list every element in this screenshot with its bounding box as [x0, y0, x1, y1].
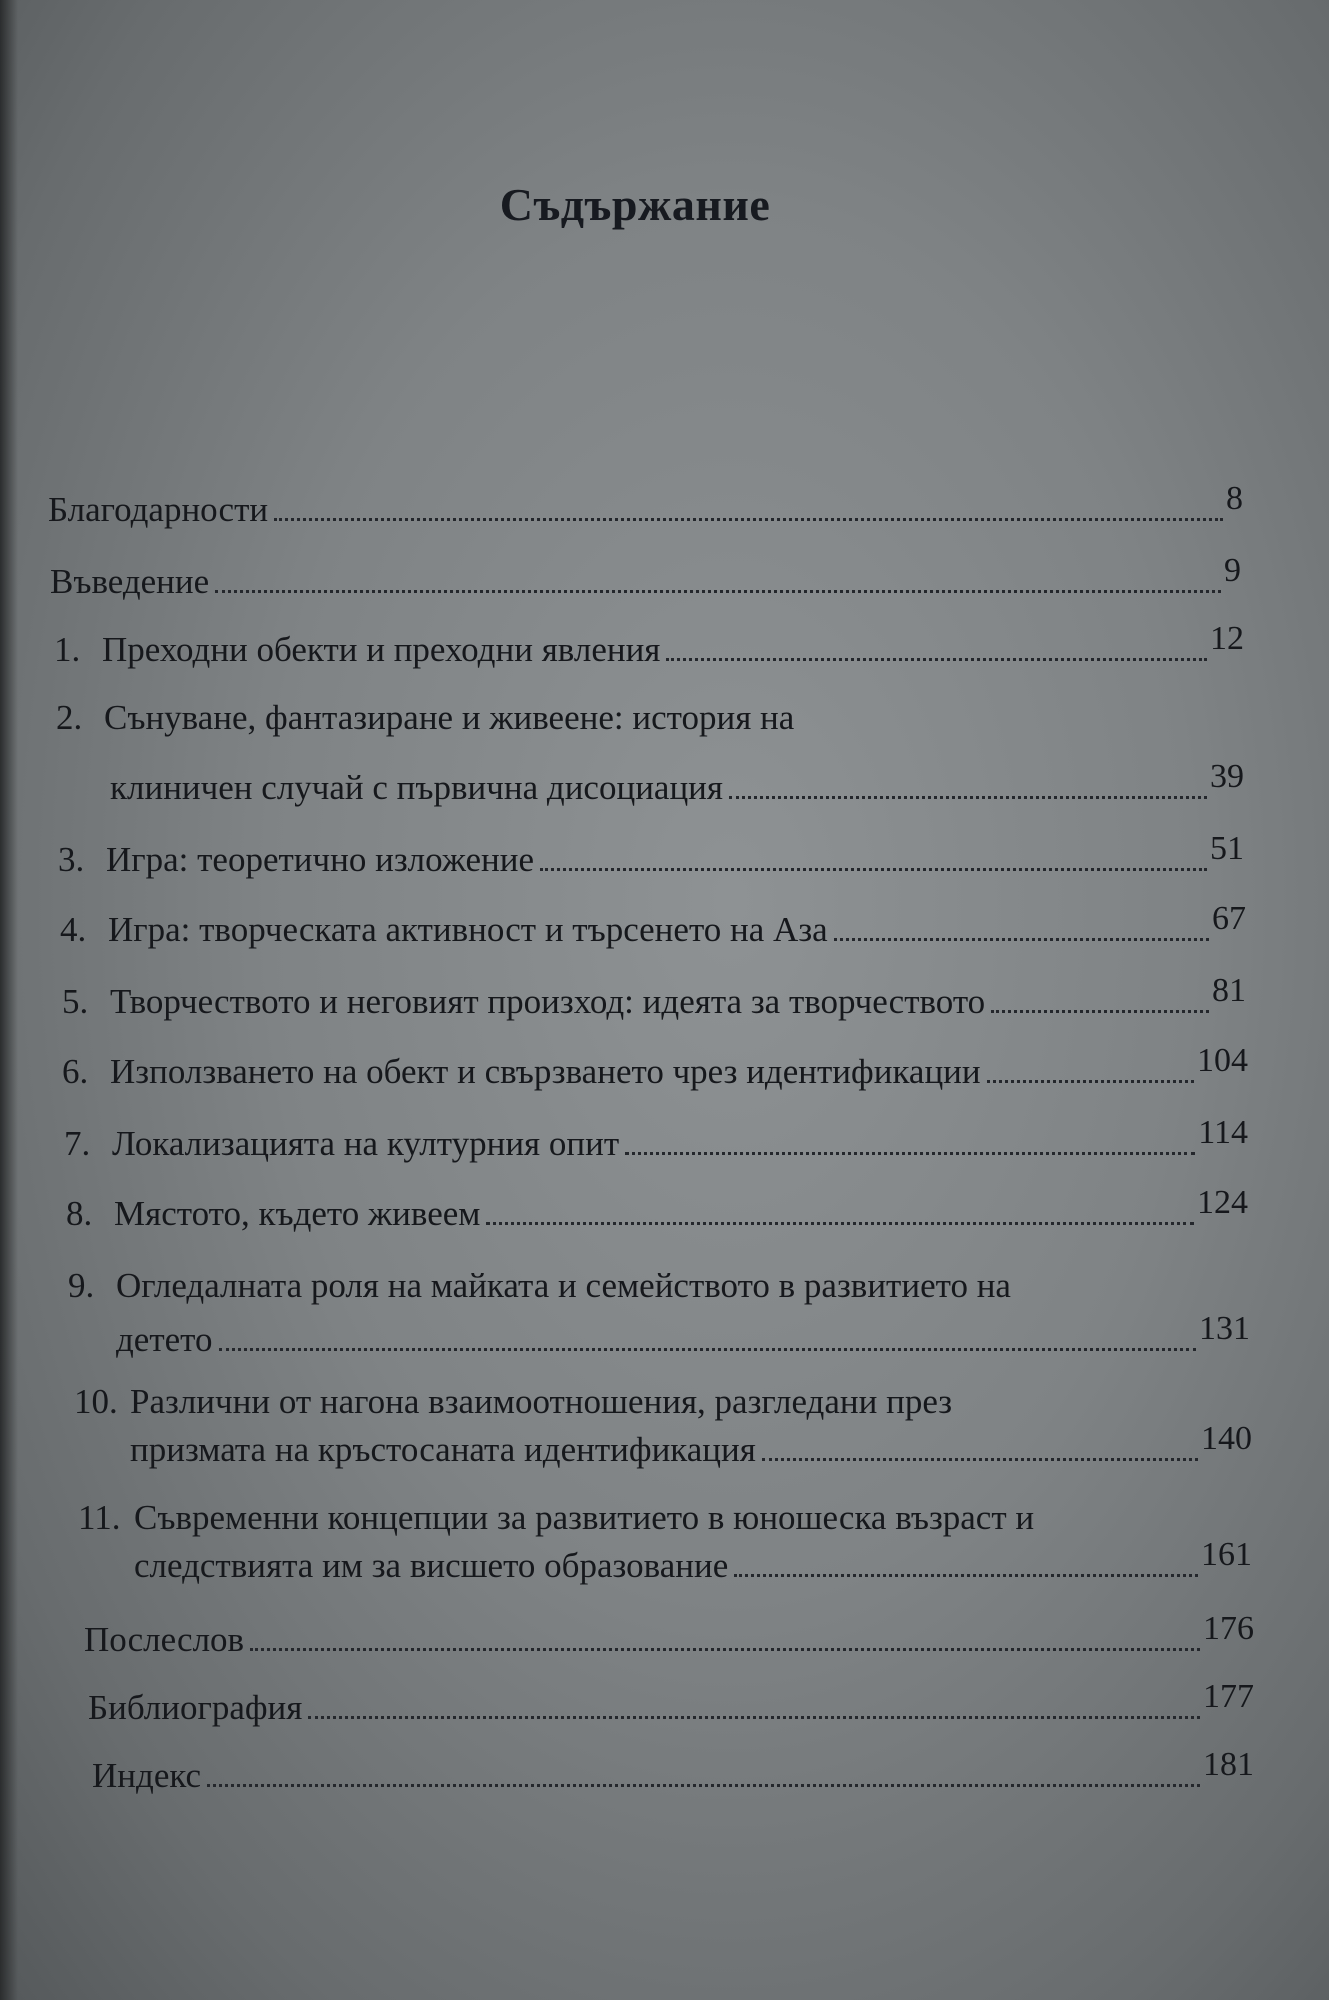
- dot-leader: [834, 938, 1209, 941]
- toc-entry-title: Библиография: [88, 1688, 303, 1727]
- dot-leader: [219, 1348, 1196, 1351]
- dot-leader: [987, 1080, 1194, 1083]
- toc-entry-chapter-7: [64, 1114, 1248, 1165]
- toc-entry-title-continued: призмата на кръстосаната идентификация: [130, 1430, 756, 1469]
- dot-leader: [666, 658, 1207, 661]
- toc-entry-title: Послеслов: [84, 1620, 245, 1659]
- dot-leader: [207, 1784, 1200, 1787]
- toc-entry-title-continued: следствията им за висшето образование: [134, 1546, 729, 1585]
- toc-entry-chapter-2: [56, 698, 794, 738]
- toc-entry-title-continued: детето: [116, 1320, 213, 1359]
- toc-entry-chapter-10-continued: [130, 1420, 1252, 1471]
- toc-entry-title: Съвременни концепции за развитието в юношеска възраст и: [134, 1498, 1035, 1537]
- dot-leader: [274, 518, 1223, 521]
- toc-entry-title: Игра: теоретично изложение: [106, 840, 535, 879]
- toc-page-number: 161: [1201, 1536, 1252, 1573]
- toc-page-number: 104: [1197, 1042, 1248, 1079]
- chapter-number: 8.: [66, 1194, 93, 1233]
- toc-entry-chapter-11: [78, 1498, 1034, 1538]
- toc-page-number: 51: [1210, 830, 1244, 867]
- toc-entry-title: Различни от нагона взаимоотношения, разгледани през: [130, 1382, 953, 1421]
- toc-entry-chapter-3: [58, 830, 1244, 881]
- toc-entry-chapter-11-continued: [134, 1536, 1252, 1587]
- toc-entry-afterword: [84, 1610, 1254, 1661]
- toc-entry-index: [92, 1746, 1254, 1797]
- dot-leader: [486, 1222, 1194, 1225]
- toc-page-number: 9: [1224, 552, 1241, 589]
- toc-entry-chapter-1: [54, 620, 1244, 671]
- chapter-number: 2.: [56, 698, 83, 737]
- toc-entry-chapter-9-continued: [116, 1310, 1250, 1361]
- chapter-number: 11.: [78, 1498, 121, 1537]
- chapter-number: 5.: [62, 982, 89, 1021]
- toc-page-number: 81: [1212, 972, 1246, 1009]
- dot-leader: [308, 1716, 1200, 1719]
- toc-page-number: 114: [1198, 1114, 1248, 1151]
- toc-entry-chapter-2-continued: [110, 758, 1244, 809]
- toc-page-number: 8: [1226, 480, 1243, 517]
- toc-entry-title: Творчеството и неговият произход: идеята за творчеството: [110, 982, 986, 1021]
- toc-page-number: 131: [1199, 1310, 1250, 1347]
- toc-entry-title: Индекс: [92, 1756, 202, 1795]
- toc-page-number: 124: [1197, 1184, 1248, 1221]
- dot-leader: [734, 1574, 1198, 1577]
- page-title: Съдържание: [499, 179, 771, 230]
- toc-entry-title: Огледалната роля на майката и семейството в развитието на: [116, 1266, 1011, 1305]
- dot-leader: [625, 1152, 1195, 1155]
- toc-entry-title: Игра: творческата активност и търсенето на Аза: [108, 910, 828, 949]
- toc-entry-chapter-10: [74, 1382, 952, 1422]
- toc-entry-title: Локализацията на културния опит: [112, 1124, 620, 1163]
- toc-entry-chapter-5: [62, 972, 1246, 1023]
- toc-entry-title: Благодарности: [48, 490, 269, 529]
- toc-page-number: 177: [1203, 1678, 1254, 1715]
- toc-entry-title-continued: клиничен случай с първична дисоциация: [110, 768, 724, 807]
- dot-leader: [991, 1010, 1209, 1013]
- toc-page-number: 176: [1203, 1610, 1254, 1647]
- toc-entry-chapter-6: [62, 1042, 1248, 1093]
- toc-entry-title: Преходни обекти и преходни явления: [102, 630, 661, 669]
- dot-leader: [540, 868, 1207, 871]
- toc-entry-title: Сънуване, фантазиране и живеене: история на: [104, 698, 795, 737]
- toc-page-number: 12: [1210, 620, 1244, 657]
- dot-leader: [250, 1648, 1200, 1651]
- toc-entry-chapter-4: [60, 900, 1246, 951]
- dot-leader: [762, 1458, 1198, 1461]
- chapter-number: 7.: [64, 1124, 91, 1163]
- chapter-number: 6.: [62, 1052, 89, 1091]
- toc-entry-introduction: [50, 552, 1241, 603]
- toc-entry-bibliography: [88, 1678, 1254, 1729]
- toc-entry-chapter-9: [68, 1266, 1011, 1306]
- chapter-number: 3.: [58, 840, 85, 879]
- chapter-number: 1.: [54, 630, 81, 669]
- toc-entry-title: Мястото, където живеем: [114, 1194, 481, 1233]
- dot-leader: [729, 796, 1207, 799]
- toc-page-number: 39: [1210, 758, 1244, 795]
- toc-entry-title: Въведение: [50, 562, 210, 601]
- chapter-number: 9.: [68, 1266, 95, 1305]
- toc-entry-chapter-8: [66, 1184, 1248, 1235]
- toc-page-number: 181: [1203, 1746, 1254, 1783]
- toc-page-number: 140: [1201, 1420, 1252, 1457]
- chapter-number: 10.: [74, 1382, 118, 1421]
- toc-entry-title: Използването на обект и свързването чрез идентификации: [110, 1052, 981, 1091]
- chapter-number: 4.: [60, 910, 87, 949]
- dot-leader: [215, 590, 1221, 593]
- toc-entry-acknowledgements: [48, 480, 1243, 531]
- toc-page-number: 67: [1212, 900, 1246, 937]
